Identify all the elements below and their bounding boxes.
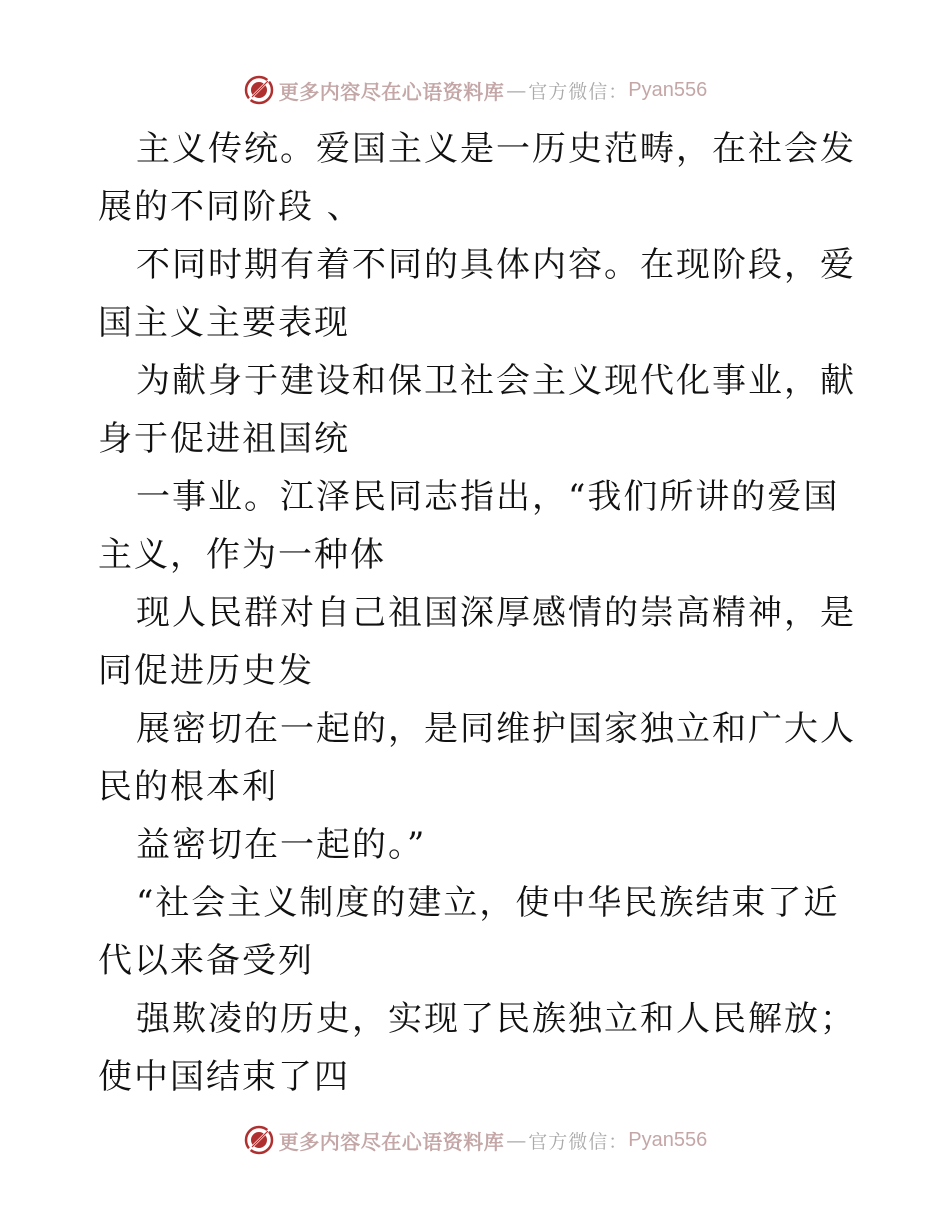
document-body xyxy=(98,120,858,1106)
paragraph: 一事业。江泽民同志指出，“我们所讲的爱国主义，作为一种体 xyxy=(98,477,840,575)
paragraph: “社会主义制度的建立，使中华民族结束了近代以来备受列 xyxy=(98,883,840,981)
footer-wechat-id: Pyan556 xyxy=(628,1128,708,1151)
quill-pen-circle-icon xyxy=(243,74,275,106)
header-banner xyxy=(0,70,950,110)
footer-banner xyxy=(0,1120,950,1160)
header-official-label: 官方微信： xyxy=(528,80,629,103)
paragraph: 不同时期有着不同的具体内容。在现阶段，爱国主义主要表现 xyxy=(98,245,856,343)
paragraph: 主义传统。爱国主义是一历史范畴，在社会发展的不同阶段 、 xyxy=(98,129,856,227)
paragraph: 展密切在一起的，是同维护国家独立和广大人民的根本利 xyxy=(98,709,856,807)
footer-dash: — xyxy=(506,1128,527,1152)
footer-source-text: 更多内容尽在心语资料库 xyxy=(278,1129,505,1154)
paragraph: 益密切在一起的。” xyxy=(136,825,427,865)
paragraph: 为献身于建设和保卫社会主义现代化事业，献身于促进祖国统 xyxy=(98,361,856,459)
paragraph: 强欺凌的历史，实现了民族独立和人民解放；使中国结束了四 xyxy=(98,999,856,1097)
quill-pen-circle-icon xyxy=(243,1124,275,1156)
paragraph: 现人民群对自己祖国深厚感情的崇高精神，是同促进历史发 xyxy=(98,593,856,691)
header-source-text: 更多内容尽在心语资料库 xyxy=(278,79,505,104)
header-dash: — xyxy=(506,78,527,102)
footer-official-label: 官方微信： xyxy=(528,1130,629,1153)
header-wechat-id: Pyan556 xyxy=(628,78,708,101)
